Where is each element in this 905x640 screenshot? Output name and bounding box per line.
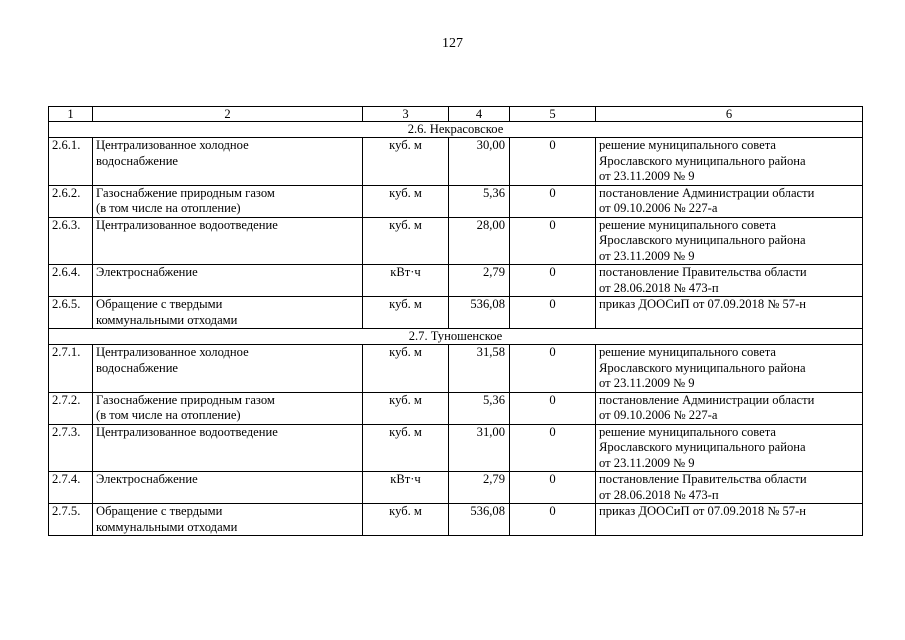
service-name-line: (в том числе на отопление) bbox=[96, 201, 241, 215]
column-header: 1 bbox=[49, 107, 93, 122]
row-number: 2.7.2. bbox=[49, 392, 93, 424]
legal-basis-line: постановление Правительства области bbox=[599, 265, 807, 279]
legal-basis-line: Ярославского муниципального района bbox=[599, 440, 806, 454]
service-name bbox=[93, 504, 363, 536]
column-header: 2 bbox=[93, 107, 363, 122]
service-name bbox=[93, 472, 363, 504]
section-header-row bbox=[49, 122, 863, 138]
row-number: 2.7.4. bbox=[49, 472, 93, 504]
service-name-line: Электроснабжение bbox=[96, 265, 198, 279]
legal-basis bbox=[596, 265, 863, 297]
unit-of-measure: кВт·ч bbox=[363, 472, 449, 504]
norm-value: 5,36 bbox=[449, 185, 510, 217]
section-header-row bbox=[49, 329, 863, 345]
section-title: 2.7. Туношенское bbox=[49, 329, 863, 345]
service-name-line: Электроснабжение bbox=[96, 472, 198, 486]
column-5-value: 0 bbox=[510, 217, 596, 265]
table-row bbox=[49, 297, 863, 329]
service-name bbox=[93, 424, 363, 472]
row-number: 2.7.1. bbox=[49, 345, 93, 393]
legal-basis-line: Ярославского муниципального района bbox=[599, 233, 806, 247]
legal-basis-line: от 23.11.2009 № 9 bbox=[599, 248, 695, 263]
unit-of-measure: куб. м bbox=[363, 424, 449, 472]
service-name-line: коммунальными отходами bbox=[96, 519, 238, 534]
legal-basis-line: Ярославского муниципального района bbox=[599, 360, 806, 375]
legal-basis-line: от 23.11.2009 № 9 bbox=[599, 455, 695, 470]
service-name-line: Централизованное водоотведение bbox=[96, 217, 278, 232]
row-number: 2.6.2. bbox=[49, 185, 93, 217]
legal-basis-line: решение муниципального совета bbox=[599, 424, 777, 439]
table-row bbox=[49, 424, 863, 472]
column-header: 6 bbox=[596, 107, 863, 122]
service-name bbox=[93, 392, 363, 424]
column-5-value: 0 bbox=[510, 345, 596, 393]
page-number: 127 bbox=[442, 36, 463, 51]
table-row bbox=[49, 138, 863, 186]
tariff-table bbox=[48, 106, 863, 536]
service-name bbox=[93, 265, 363, 297]
norm-value: 31,58 bbox=[449, 345, 510, 393]
legal-basis-line: от 28.06.2018 № 473-п bbox=[599, 280, 719, 295]
table-row bbox=[49, 504, 863, 536]
column-5-value: 0 bbox=[510, 297, 596, 329]
service-name-line: Обращение с твердыми bbox=[96, 297, 223, 311]
unit-of-measure: куб. м bbox=[363, 345, 449, 393]
service-name-line: (в том числе на отопление) bbox=[96, 408, 241, 422]
table-row bbox=[49, 217, 863, 265]
unit-of-measure: куб. м bbox=[363, 185, 449, 217]
column-5-value: 0 bbox=[510, 424, 596, 472]
legal-basis bbox=[596, 185, 863, 217]
legal-basis-line: от 28.06.2018 № 473-п bbox=[599, 487, 719, 502]
legal-basis-line: постановление Администрации области bbox=[599, 392, 815, 407]
table-row bbox=[49, 392, 863, 424]
table-body bbox=[49, 122, 863, 536]
norm-value: 536,08 bbox=[449, 297, 510, 329]
service-name-line: Газоснабжение природным газом bbox=[96, 185, 275, 200]
service-name bbox=[93, 345, 363, 393]
table-row bbox=[49, 345, 863, 393]
table-header bbox=[49, 107, 863, 122]
legal-basis-line: от 23.11.2009 № 9 bbox=[599, 376, 695, 390]
legal-basis bbox=[596, 297, 863, 329]
norm-value: 31,00 bbox=[449, 424, 510, 472]
column-header: 3 bbox=[363, 107, 449, 122]
legal-basis-line: решение муниципального совета bbox=[599, 138, 777, 152]
service-name-line: водоснабжение bbox=[96, 153, 179, 168]
service-name-line: коммунальными отходами bbox=[96, 312, 238, 327]
service-name-line: Централизованное холодное bbox=[96, 345, 249, 359]
legal-basis bbox=[596, 392, 863, 424]
row-number: 2.6.1. bbox=[49, 138, 93, 186]
legal-basis bbox=[596, 504, 863, 536]
legal-basis-line: приказ ДООСиП от 07.09.2018 № 57-н bbox=[599, 297, 807, 311]
legal-basis-line: постановление Правительства области bbox=[599, 472, 807, 486]
unit-of-measure: куб. м bbox=[363, 504, 449, 536]
row-number: 2.6.4. bbox=[49, 265, 93, 297]
column-5-value: 0 bbox=[510, 392, 596, 424]
legal-basis-line: Ярославского муниципального района bbox=[599, 153, 806, 168]
norm-value: 536,08 bbox=[449, 504, 510, 536]
unit-of-measure: кВт·ч bbox=[363, 265, 449, 297]
legal-basis bbox=[596, 217, 863, 265]
unit-of-measure: куб. м bbox=[363, 392, 449, 424]
service-name-line: Централизованное водоотведение bbox=[96, 424, 278, 439]
column-header: 5 bbox=[510, 107, 596, 122]
legal-basis-line: от 23.11.2009 № 9 bbox=[599, 169, 695, 183]
legal-basis-line: решение муниципального совета bbox=[599, 217, 777, 232]
column-5-value: 0 bbox=[510, 138, 596, 186]
row-number: 2.7.5. bbox=[49, 504, 93, 536]
unit-of-measure: куб. м bbox=[363, 297, 449, 329]
norm-value: 2,79 bbox=[449, 265, 510, 297]
legal-basis bbox=[596, 424, 863, 472]
service-name bbox=[93, 138, 363, 186]
norm-value: 30,00 bbox=[449, 138, 510, 186]
legal-basis-line: постановление Администрации области bbox=[599, 185, 815, 200]
legal-basis bbox=[596, 138, 863, 186]
service-name bbox=[93, 217, 363, 265]
legal-basis-line: от 09.10.2006 № 227-а bbox=[599, 201, 718, 215]
unit-of-measure: куб. м bbox=[363, 217, 449, 265]
column-5-value: 0 bbox=[510, 185, 596, 217]
table-row bbox=[49, 185, 863, 217]
legal-basis bbox=[596, 472, 863, 504]
header-row bbox=[49, 107, 863, 122]
norm-value: 5,36 bbox=[449, 392, 510, 424]
norm-value: 2,79 bbox=[449, 472, 510, 504]
service-name bbox=[93, 185, 363, 217]
unit-of-measure: куб. м bbox=[363, 138, 449, 186]
legal-basis-line: от 09.10.2006 № 227-а bbox=[599, 408, 718, 422]
section-title: 2.6. Некрасовское bbox=[49, 122, 863, 138]
row-number: 2.6.5. bbox=[49, 297, 93, 329]
column-5-value: 0 bbox=[510, 472, 596, 504]
column-5-value: 0 bbox=[510, 504, 596, 536]
table-row bbox=[49, 265, 863, 297]
legal-basis-line: приказ ДООСиП от 07.09.2018 № 57-н bbox=[599, 504, 807, 518]
norm-value: 28,00 bbox=[449, 217, 510, 265]
column-header: 4 bbox=[449, 107, 510, 122]
legal-basis bbox=[596, 345, 863, 393]
legal-basis-line: решение муниципального совета bbox=[599, 345, 777, 359]
service-name-line: Централизованное холодное bbox=[96, 138, 249, 152]
column-5-value: 0 bbox=[510, 265, 596, 297]
service-name-line: Газоснабжение природным газом bbox=[96, 392, 275, 407]
table-row bbox=[49, 472, 863, 504]
service-name-line: водоснабжение bbox=[96, 360, 179, 375]
row-number: 2.7.3. bbox=[49, 424, 93, 472]
service-name-line: Обращение с твердыми bbox=[96, 504, 223, 518]
service-name bbox=[93, 297, 363, 329]
row-number: 2.6.3. bbox=[49, 217, 93, 265]
